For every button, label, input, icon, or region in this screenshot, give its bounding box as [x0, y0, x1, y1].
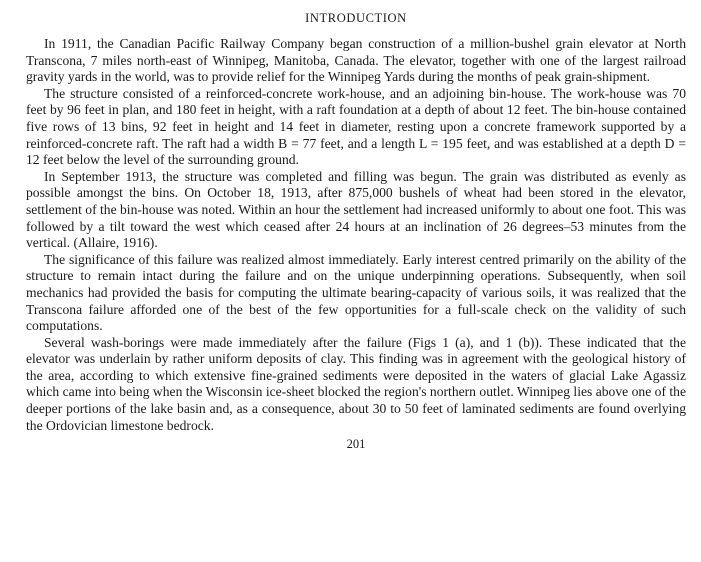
paragraph-2: The structure consisted of a reinforced-concrete work-house, and an adjoining bin-house. The work-house was 70 feet by 96 feet in plan, and 180 feet in height, with a raft foundation at a depth of about 12 feet. The bin-house contained five rows of 13 bins, 92 feet in height and 14 feet in diameter, resting upon a concrete framework supported by a reinforced-concrete raft. The raft had a width B = 77 feet, and a length L = 195 feet, and was established at a depth D = 12 feet below the level of the surrounding ground.: [26, 85, 686, 168]
paragraph-1: In 1911, the Canadian Pacific Railway Company began construction of a million-bushel grain elevator at North Transcona, 7 miles north-east of Winnipeg, Manitoba, Canada. The elevator, together with one of the largest railroad gravity yards in the world, was to provide relief for the Winnipeg Yards during the months of peak grain-shipment.: [26, 36, 686, 85]
page-number: 201: [346, 437, 366, 452]
document-page: [26, 10, 686, 452]
paragraph-4: The significance of this failure was realized almost immediately. Early interest centred primarily on the ability of the structure to remain intact during the failure and on the unique underpinning operations. Subsequently, when soil mechanics had provided the basis for computing the ultimate bearing-capacity of various soils, it was realized that the Transcona failure afforded one of the best of the few opportunities for a full-scale check on the validity of such computations.: [26, 251, 686, 334]
paragraph-3: In September 1913, the structure was completed and filling was begun. The grain was distributed as evenly as possible amongst the bins. On October 18, 1913, after 875,000 bushels of wheat had been stored in the elevator, settlement of the bin-house was noted. Within an hour the settlement had increased uniformly to about one foot. This was followed by a tilt toward the west which ceased after 24 hours at an inclination of 26 degrees–53 minutes from the vertical. (Allaire, 1916).: [26, 168, 686, 251]
section-heading: INTRODUCTION: [305, 11, 407, 25]
paragraph-5: Several wash-borings were made immediately after the failure (Figs 1 (a), and 1 (b)). These indicated that the elevator was underlain by rather uniform deposits of clay. This finding was in agreement with the geological history of the area, according to which extensive fine-grained sediments were deposited in the waters of glacial Lake Agassiz which came into being when the Wisconsin ice-sheet blocked the region's northern outlet. Winnipeg lies above one of the deeper portions of the lake basin and, as a consequence, about 30 to 50 feet of laminated sediments are found overlying the Ordovician limestone bedrock.: [26, 334, 686, 433]
